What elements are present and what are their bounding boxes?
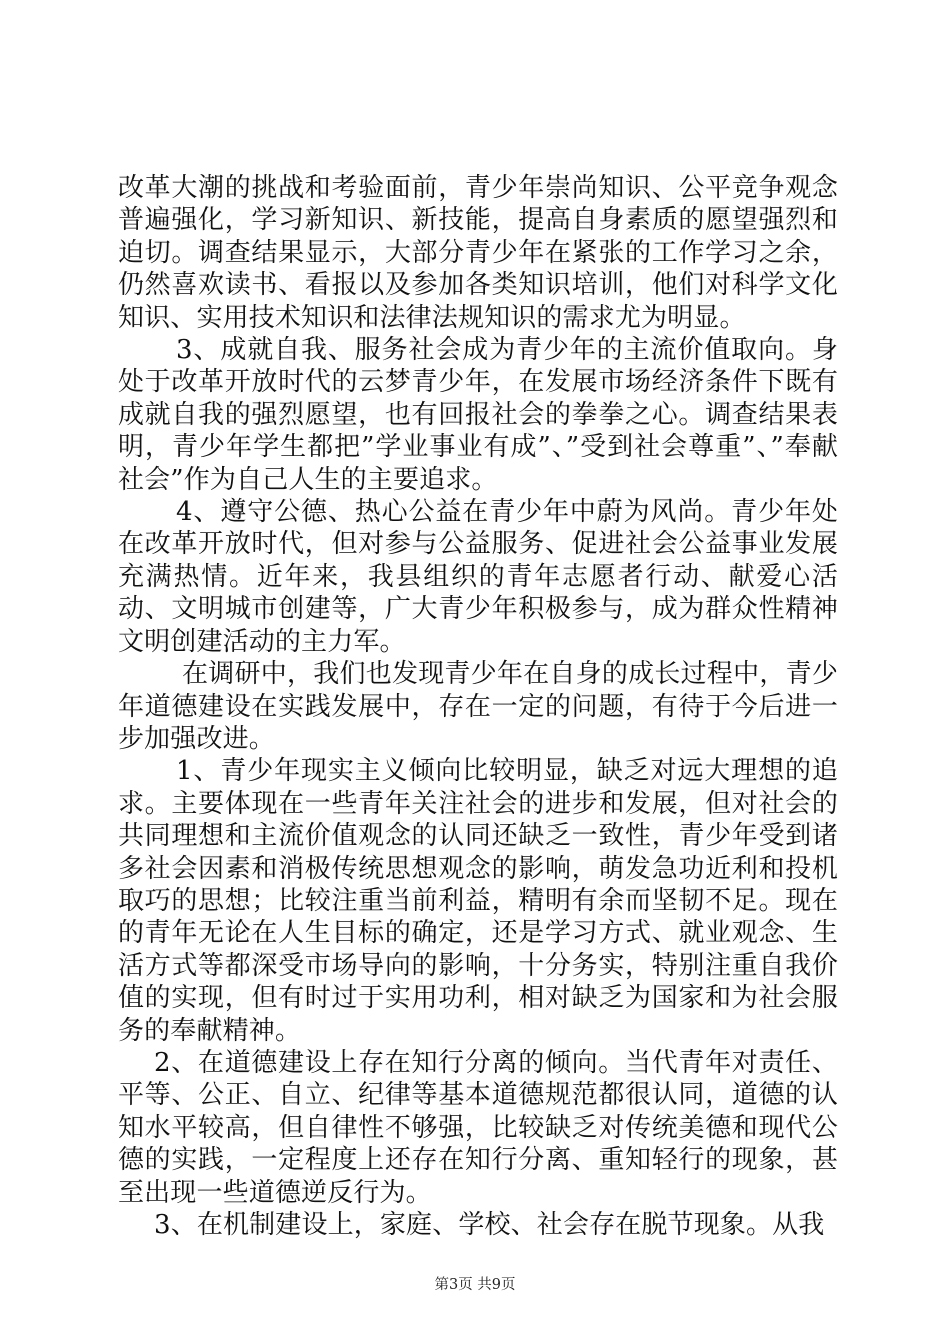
paragraph-item-4-public-morality: 4、遵守公德、热心公益在青少年中蔚为风尚。青少年处在改革开放时代，但对参与公益服务、促进社会公益事业发展充满热情。近年来，我县组织的青年志愿者行动、献爱心活动、文明城市创建等，广大青少年积极参与，成为群众性精神文明创建活动的主力军。 bbox=[118, 497, 838, 657]
page-number-footer: 第3页 共9页 bbox=[434, 1277, 516, 1293]
paragraph-problem-2-knowing-doing: 2、在道德建设上存在知行分离的倾向。当代青年对责任、平等、公正、自立、纪律等基本道德规范都很认同，道德的认知水平较高，但自律性不够强，比较缺乏对传统美德和现代公德的实践，一定程度上还存在知行分离、重知轻行的现象，甚至出现一些道德逆反行为。 bbox=[118, 1047, 838, 1208]
paragraph-problem-1-realism: 1、青少年现实主义倾向比较明显，缺乏对远大理想的追求。主要体现在一些青年关注社会的进步和发展，但对社会的共同理想和主流价值观念的认同还缺乏一致性，青少年受到诸多社会因素和消极传统思想观念的影响，萌发急功近利和投机取巧的思想；比较注重当前利益，精明有余而坚韧不足。现在的青年无论在人生目标的确定，还是学习方式、就业观念、生活方式等都深受市场导向的影响，十分务实，特别注重自我价值的实现，但有时过于实用功利，相对缺乏为国家和为社会服务的奉献精神。 bbox=[118, 756, 838, 1046]
document-body bbox=[118, 172, 838, 1241]
paragraph-problems-intro: 在调研中，我们也发现青少年在自身的成长过程中，青少年道德建设在实践发展中，存在一定的问题，有待于今后进一步加强改进。 bbox=[118, 659, 838, 754]
paragraph-item-3-value-orientation: 3、成就自我、服务社会成为青少年的主流价值取向。身处于改革开放时代的云梦青少年，在发展市场经济条件下既有成就自我的强烈愿望，也有回报社会的拳拳之心。调查结果表明，青少年学生都把”学业事业有成”、”受到社会尊重”、”奉献社会”作为自己人生的主要追求。 bbox=[118, 335, 838, 495]
paragraph-continuation: 改革大潮的挑战和考验面前，青少年崇尚知识、公平竞争观念普遍强化，学习新知识、新技能，提高自身素质的愿望强烈和迫切。调查结果显示，大部分青少年在紧张的工作学习之余，仍然喜欢读书、看报以及参加各类知识培训，他们对科学文化知识、实用技术知识和法律法规知识的需求尤为明显。 bbox=[118, 173, 838, 333]
paragraph-problem-3-mechanism: 3、在机制建设上，家庭、学校、社会存在脱节现象。从我 bbox=[154, 1210, 825, 1240]
